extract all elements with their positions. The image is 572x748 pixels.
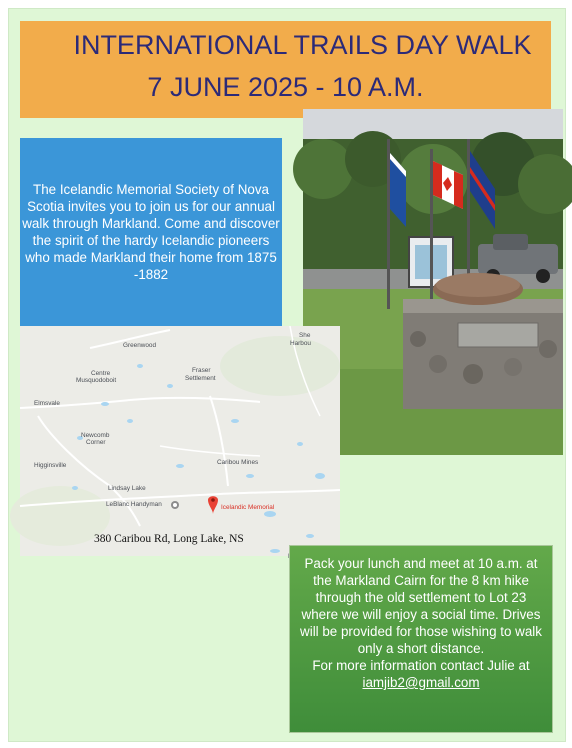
- location-map[interactable]: [20, 326, 340, 556]
- invitation-box: [20, 138, 282, 326]
- event-title: INTERNATIONAL TRAILS DAY WALK: [73, 30, 532, 60]
- map-label-fraser-settlement-2: Settlement: [185, 375, 216, 382]
- map-label-lindsay-lake: Lindsay Lake: [108, 485, 146, 492]
- flyer-page: [8, 8, 566, 742]
- map-label-sheet-harbour-2: Harbou: [290, 340, 311, 347]
- cairn-photo-illustration: [303, 109, 563, 455]
- cairn-photo: [303, 109, 563, 455]
- map-label-greenwood: Greenwood: [123, 342, 157, 349]
- map-label-icelandic-memorial: Icelandic Memorial: [221, 504, 275, 511]
- map-label-centre-musquodoboit-2: Musquodoboit: [76, 377, 117, 384]
- contact-text: For more information contact Julie at: [312, 658, 530, 673]
- map-label-elmsvale: Elmsvale: [34, 400, 60, 407]
- details-text-block: [290, 555, 552, 691]
- map-label-centre-musquodoboit-1: Centre: [91, 370, 111, 377]
- details-box: [289, 545, 553, 733]
- contact-email-link[interactable]: iamjib2@gmail.com: [362, 675, 480, 690]
- event-date: 7 JUNE 2025 - 10 A.M.: [147, 72, 424, 102]
- map-address: 380 Caribou Rd, Long Lake, NS: [94, 533, 244, 545]
- map-label-caribou-mines: Caribou Mines: [217, 459, 259, 466]
- map-background: [20, 326, 340, 556]
- map-label-higginsville: Higginsville: [34, 462, 67, 469]
- map-label-newcomb-corner-1: Newcomb: [81, 432, 110, 439]
- map-label-leblanc-handyman: LeBlanc Handyman: [106, 501, 162, 508]
- map-label-fraser-settlement-1: Fraser: [192, 367, 211, 374]
- title-banner: [20, 21, 551, 118]
- map-label-newcomb-corner-2: Corner: [86, 439, 106, 446]
- invitation-text: The Icelandic Memorial Society of Nova Scotia invites you to join us for our annual walk through Markland. Come and discover the spirit of the hardy Icelandic pioneers who made Markland their home from 1875 -1882: [22, 182, 280, 282]
- details-text: Pack your lunch and meet at 10 a.m. at the Markland Cairn for the 8 km hike through the old settlement to Lot 23 where we will enjoy a social time. Drives will be provided for those wishing to walk only a short distance.: [300, 556, 542, 656]
- map-label-sheet-harbour-1: She: [299, 332, 311, 339]
